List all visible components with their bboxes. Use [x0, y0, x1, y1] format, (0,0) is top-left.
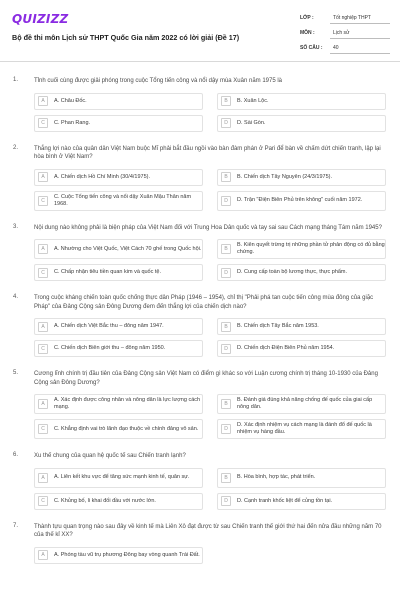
option-letter: D	[221, 344, 231, 354]
option-letter: A	[38, 96, 48, 106]
answer-options	[34, 318, 386, 357]
question-text: Thành tựu quan trọng nào sau đây về kinh tế mà Liên Xô đạt được từ sau Chiến tranh thế giới thứ hai đến nửa đầu những năm 70 của thế kỉ XX?	[34, 523, 382, 538]
option-letter: C	[38, 196, 48, 206]
option-b[interactable]	[217, 239, 386, 259]
question-text: Nội dung nào không phải là biện pháp của Việt Nam đối với Trung Hoa Dân quốc và tay sai sau Cách mạng tháng Tám năm 1945?	[34, 224, 382, 231]
option-a[interactable]	[34, 468, 203, 488]
question-3	[0, 224, 400, 282]
meta-row-subject	[300, 28, 390, 43]
option-d[interactable]	[217, 115, 386, 132]
option-letter: C	[38, 118, 48, 128]
option-letter: A	[38, 322, 48, 332]
meta-panel	[300, 13, 390, 58]
answer-options	[34, 394, 386, 439]
question-text: Thắng lợi nào của quân dân Việt Nam buộc Mĩ phải bắt đầu ngồi vào bàn đàm phán ở Pari để bàn về chấm dứt chiến tranh, lập lại hòa bình ở Việt Nam?	[34, 145, 381, 160]
option-a[interactable]	[34, 239, 203, 259]
answer-options	[34, 169, 386, 211]
option-text: B. Kiên quyết trừng trị những phần tử phản động có đủ bằng chứng.	[237, 242, 385, 255]
option-a[interactable]	[34, 169, 203, 186]
question-number: 5.	[13, 370, 19, 376]
option-text: A. Phóng tàu vũ trụ phương Đông bay vòng quanh Trái Đất.	[54, 551, 200, 558]
option-letter: C	[38, 424, 48, 434]
option-text: B. Chiến dịch Tây Bắc năm 1953.	[237, 323, 319, 329]
question-6	[0, 452, 400, 510]
option-c[interactable]	[34, 493, 203, 510]
option-letter: D	[221, 118, 231, 128]
option-text: A. Xác định được công nhân và nông dân là lực lượng cách mạng.	[54, 397, 201, 410]
question-5	[0, 370, 400, 439]
option-a[interactable]	[34, 318, 203, 335]
option-letter: A	[38, 399, 48, 409]
question-list	[0, 77, 400, 577]
question-number: 7.	[13, 522, 19, 529]
option-text: A. Chiến dịch Hồ Chí Minh (30/4/1975).	[54, 173, 150, 180]
option-letter: A	[38, 550, 48, 560]
option-text: D. Cung cấp toàn bộ lương thực, thực phẩm.	[237, 269, 348, 275]
meta-key: SỐ CÂU :	[300, 45, 323, 51]
answer-options	[34, 468, 386, 510]
option-letter: C	[38, 344, 48, 354]
option-letter: B	[221, 172, 231, 182]
question-text: Xu thế chung của quan hệ quốc tế sau Chiến tranh lạnh?	[34, 453, 186, 459]
option-text: B. Chiến dịch Tây Nguyên (24/3/1975).	[237, 173, 332, 180]
option-letter: D	[221, 196, 231, 206]
meta-value: 40	[330, 43, 390, 54]
option-text: C. Khủng bố, li khai đối đầu với nước lớn.	[54, 497, 156, 504]
page-title: Bộ đề thi môn Lịch sử THPT Quốc Gia năm 2022 có lời giải (Đề 17)	[12, 33, 240, 42]
option-text: D. Trận "Điện Biên Phủ trên không" cuối năm 1972.	[237, 197, 363, 203]
question-number: 4.	[13, 294, 19, 300]
option-text: D. Chiến dịch Điện Biên Phủ năm 1954.	[237, 345, 335, 351]
answer-options	[34, 93, 386, 132]
option-text: B. Xuân Lộc.	[237, 97, 269, 104]
question-4	[0, 294, 400, 357]
option-c[interactable]	[34, 191, 203, 211]
meta-row-class	[300, 13, 390, 28]
option-b[interactable]	[217, 169, 386, 186]
question-7	[0, 523, 400, 564]
option-letter: A	[38, 473, 48, 483]
option-letter: C	[38, 496, 48, 506]
option-d[interactable]	[217, 340, 386, 357]
option-b[interactable]	[217, 93, 386, 110]
option-text: A. Liên kết khu vực để tăng sức mạnh kinh tế, quân sự.	[54, 474, 190, 480]
worksheet-header	[0, 0, 400, 62]
option-text: D. Xác định nhiệm vụ cách mạng là đánh đổ đế quốc là nhiệm vụ hàng đầu.	[237, 422, 372, 435]
option-text: A. Nhường cho Việt Quốc, Việt Cách 70 ghế trong Quốc hội.	[54, 245, 202, 252]
option-a[interactable]	[34, 93, 203, 110]
option-b[interactable]	[217, 318, 386, 335]
option-text: B. Đánh giá đúng khả năng chống đế quốc của giai cấp nông dân.	[237, 397, 373, 410]
meta-row-count	[300, 43, 390, 58]
option-b[interactable]	[217, 468, 386, 488]
question-text: Trong cuộc kháng chiến toàn quốc chống thực dân Pháp (1946 – 1954), chỉ thị "Phải phá tan cuộc tiến công mùa đông của giặc Pháp" của Đảng Cộng sản Đông Dương đem đến thắng lợi của chiến dịch nào?	[34, 295, 374, 310]
option-c[interactable]	[34, 419, 203, 439]
option-text: C. Chiến dịch Biên giới thu – đông năm 1950.	[54, 345, 166, 351]
option-letter: A	[38, 172, 48, 182]
option-text: C. Cuộc Tổng tiến công và nổi dậy Xuân Mậu Thân năm 1968.	[54, 193, 192, 207]
option-text: D. Cạnh tranh khốc liệt để củng tồn tại.	[237, 497, 333, 504]
meta-value: Tốt nghiệp THPT	[330, 13, 390, 24]
option-a[interactable]	[34, 394, 203, 414]
option-a[interactable]	[34, 547, 203, 564]
option-b[interactable]	[217, 394, 386, 414]
option-letter: D	[221, 496, 231, 506]
answer-options	[34, 547, 386, 564]
option-d[interactable]	[217, 264, 386, 281]
option-c[interactable]	[34, 264, 203, 281]
option-text: C. Chấp nhận tiêu tiền quan kim và quốc tệ.	[54, 269, 162, 275]
option-letter: B	[221, 96, 231, 106]
option-text: C. Khẳng định vai trò lãnh đạo thuộc về chính đảng vô sản.	[54, 425, 199, 432]
option-letter: C	[38, 268, 48, 278]
option-c[interactable]	[34, 115, 203, 132]
option-letter: B	[221, 322, 231, 332]
option-text: A. Châu Đốc.	[54, 97, 87, 104]
question-number: 6.	[13, 452, 19, 458]
question-number: 1.	[13, 77, 19, 83]
option-text: C. Phan Rang.	[54, 119, 91, 126]
option-letter: B	[221, 244, 231, 254]
option-text: A. Chiến dịch Việt Bắc thu – đông năm 1947.	[54, 323, 164, 329]
option-d[interactable]	[217, 191, 386, 211]
option-d[interactable]	[217, 493, 386, 510]
meta-key: MÔN :	[300, 30, 315, 36]
quizizz-logo: QUIZIZZ	[12, 12, 69, 26]
question-text: Tỉnh cuối cùng được giải phóng trong cuộc Tổng tiến công và nổi dậy mùa Xuân năm 1975 là	[34, 78, 283, 84]
question-number: 3.	[13, 223, 19, 230]
option-letter: B	[221, 399, 231, 409]
meta-value: Lịch sử	[330, 28, 390, 39]
option-text: B. Hòa bình, hợp tác, phát triển.	[237, 474, 316, 480]
option-letter: A	[38, 244, 48, 254]
option-c[interactable]	[34, 340, 203, 357]
meta-key: LỚP :	[300, 15, 314, 21]
question-2	[0, 145, 400, 211]
question-text: Cương lĩnh chính trị đầu tiên của Đảng Cộng sản Việt Nam có điểm gì khác so với Luận cương chính trị tháng 10-1930 của Đảng Cộng sản Đông Dương?	[34, 371, 378, 386]
option-text: D. Sài Gòn.	[237, 119, 266, 126]
question-1	[0, 77, 400, 132]
header-divider	[0, 61, 400, 62]
answer-options	[34, 239, 386, 281]
option-letter: D	[221, 268, 231, 278]
option-d[interactable]	[217, 419, 386, 439]
option-letter: D	[221, 424, 231, 434]
question-number: 2.	[13, 144, 19, 151]
option-letter: B	[221, 473, 231, 483]
